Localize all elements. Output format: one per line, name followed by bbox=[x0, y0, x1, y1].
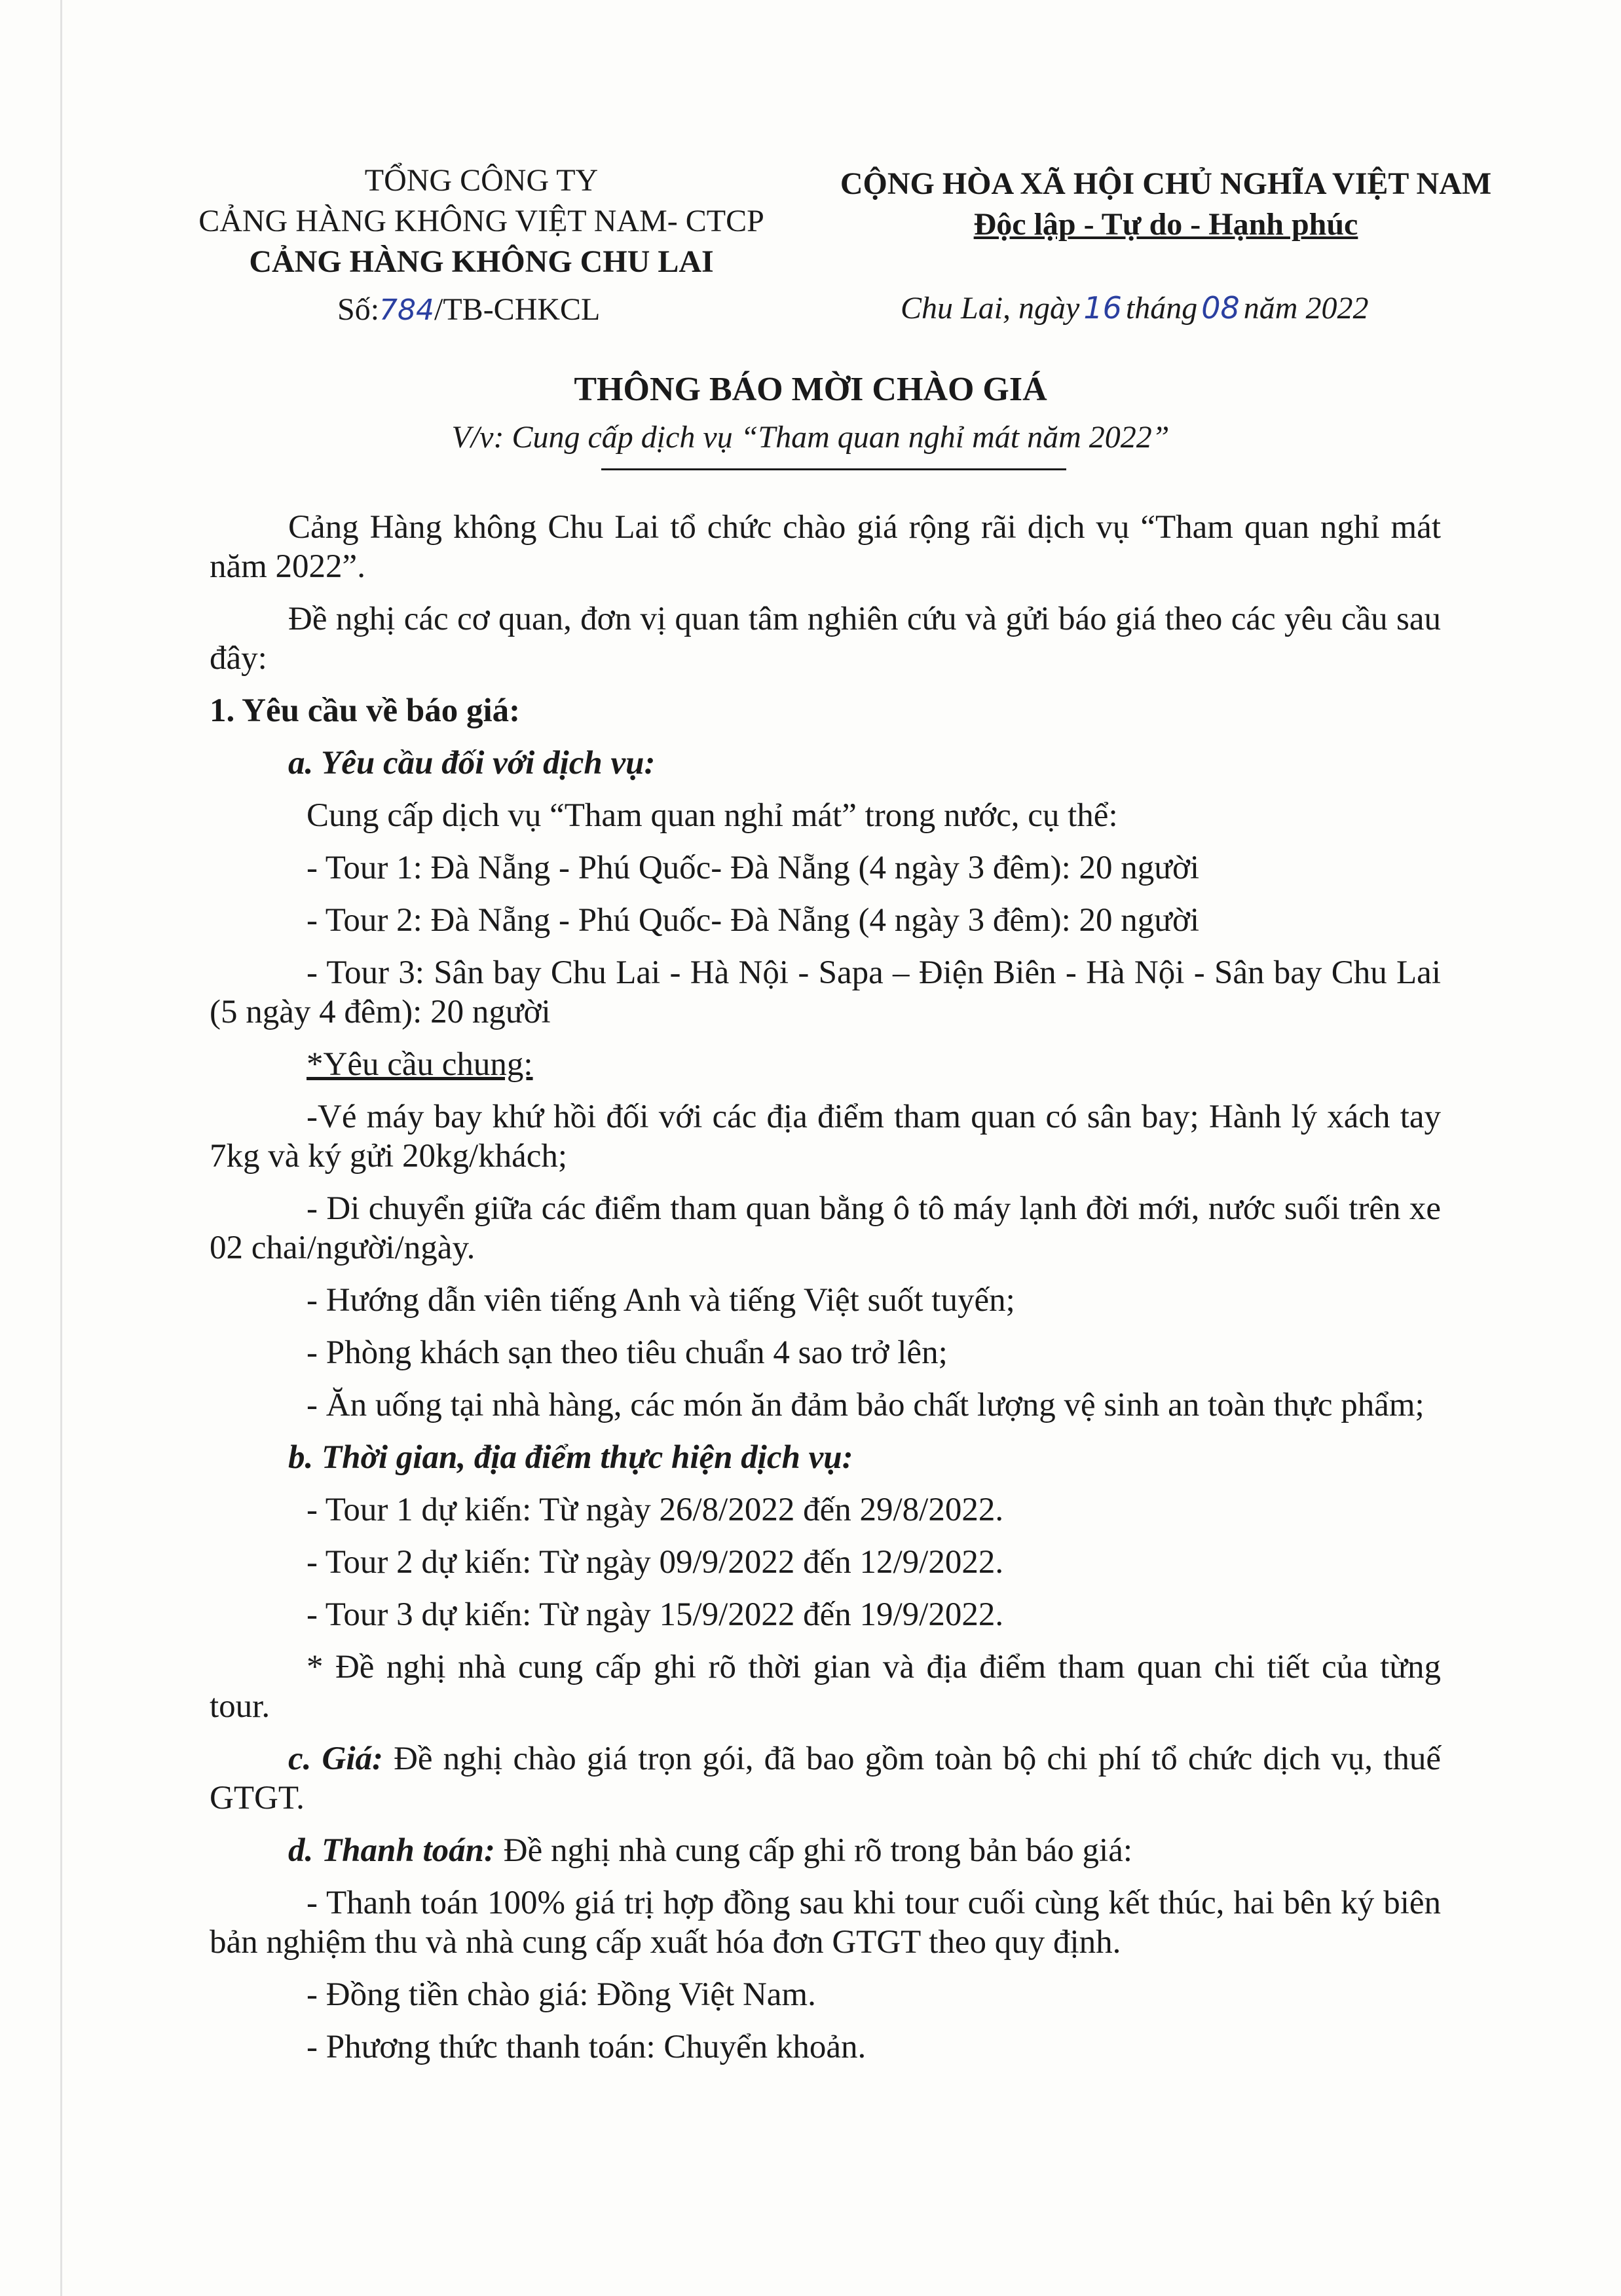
payment-terms-2: - Đồng tiền chào giá: Đồng Việt Nam. bbox=[307, 1976, 816, 2013]
requirement-4: - Phòng khách sạn theo tiêu chuẩn 4 sao trở lên; bbox=[307, 1334, 948, 1371]
document-subtitle: V/v: Cung cấp dịch vụ “Tham quan nghỉ mát năm 2022” bbox=[451, 420, 1170, 455]
price-label: c. Giá: bbox=[288, 1741, 383, 1777]
place-and-date bbox=[901, 290, 1368, 326]
document-title: THÔNG BÁO MỜI CHÀO GIÁ bbox=[574, 371, 1047, 408]
tour-1: - Tour 1: Đà Nẵng - Phú Quốc- Đà Nẵng (4 ngày 3 đêm): 20 người bbox=[307, 850, 1200, 886]
schedule-note: * Đề nghị nhà cung cấp ghi rõ thời gian và địa điểm tham quan chi tiết của từng tour. bbox=[210, 1649, 1441, 1725]
org-line-2: CẢNG HÀNG KHÔNG VIỆT NAM- CTCP bbox=[198, 204, 764, 238]
document-body bbox=[210, 508, 1441, 2080]
country-name: CỘNG HÒA XÃ HỘI CHỦ NGHĨA VIỆT NAM bbox=[840, 166, 1492, 201]
scan-edge bbox=[60, 0, 62, 2296]
document-number bbox=[337, 292, 600, 328]
general-requirements-heading: *Yêu cầu chung: bbox=[307, 1046, 533, 1083]
section-1-heading: 1. Yêu cầu về báo giá: bbox=[210, 692, 521, 729]
subsection-a-heading: a. Yêu cầu đối với dịch vụ: bbox=[288, 745, 656, 781]
intro-paragraph-2: Đề nghị các cơ quan, đơn vị quan tâm nghiên cứu và gửi báo giá theo các yêu cầu sau đây: bbox=[210, 601, 1441, 677]
requirement-5: - Ăn uống tại nhà hàng, các món ăn đảm bảo chất lượng vệ sinh an toàn thực phẩm; bbox=[307, 1387, 1425, 1423]
requirement-2: - Di chuyển giữa các điểm tham quan bằng ô tô máy lạnh đời mới, nước suối trên xe 02 chai/người/ngày. bbox=[210, 1190, 1441, 1266]
subsection-b-heading: b. Thời gian, địa điểm thực hiện dịch vụ: bbox=[288, 1439, 853, 1476]
org-line-3: CẢNG HÀNG KHÔNG CHU LAI bbox=[249, 244, 714, 279]
intro-paragraph-1: Cảng Hàng không Chu Lai tổ chức chào giá rộng rãi dịch vụ “Tham quan nghỉ mát năm 2022”. bbox=[210, 509, 1441, 585]
subtitle-rule bbox=[601, 468, 1066, 470]
schedule-tour-2: - Tour 2 dự kiến: Từ ngày 09/9/2022 đến 12/9/2022. bbox=[307, 1544, 1004, 1581]
organization-block bbox=[177, 160, 786, 282]
payment-terms-3: - Phương thức thanh toán: Chuyển khoản. bbox=[307, 2029, 866, 2065]
doc-no-handwritten: 784 bbox=[379, 293, 435, 327]
date-year: năm 2022 bbox=[1243, 291, 1369, 326]
national-motto: Độc lập - Tự do - Hạnh phúc bbox=[973, 207, 1358, 242]
date-day: 16 bbox=[1083, 290, 1122, 326]
service-intro: Cung cấp dịch vụ “Tham quan nghỉ mát” trong nước, cụ thể: bbox=[307, 797, 1118, 834]
doc-no-prefix: Số: bbox=[337, 292, 380, 327]
payment-terms-1: - Thanh toán 100% giá trị hợp đồng sau khi tour cuối cùng kết thúc, hai bên ký biên bản nghiệm thu và nhà cung cấp xuất hóa đơn GTGT theo quy định. bbox=[210, 1885, 1441, 1961]
org-line-1: TỔNG CÔNG TY bbox=[364, 163, 599, 198]
national-header bbox=[799, 164, 1533, 245]
doc-no-suffix: /TB-CHKCL bbox=[434, 292, 601, 327]
requirement-1: -Vé máy bay khứ hồi đối với các địa điểm tham quan có sân bay; Hành lý xách tay 7kg và ký gửi 20kg/khách; bbox=[210, 1099, 1441, 1175]
price-paragraph bbox=[210, 1739, 1441, 1818]
payment-label: d. Thanh toán: bbox=[288, 1832, 496, 1869]
requirement-3: - Hướng dẫn viên tiếng Anh và tiếng Việt suốt tuyến; bbox=[307, 1282, 1015, 1319]
payment-paragraph bbox=[210, 1831, 1441, 1870]
date-month: 08 bbox=[1201, 290, 1240, 326]
payment-text: Đề nghị nhà cung cấp ghi rõ trong bản báo giá: bbox=[495, 1832, 1132, 1869]
tour-2: - Tour 2: Đà Nẵng - Phú Quốc- Đà Nẵng (4 ngày 3 đêm): 20 người bbox=[307, 902, 1200, 939]
schedule-tour-3: - Tour 3 dự kiến: Từ ngày 15/9/2022 đến 19/9/2022. bbox=[307, 1596, 1004, 1633]
schedule-tour-1: - Tour 1 dự kiến: Từ ngày 26/8/2022 đến 29/8/2022. bbox=[307, 1492, 1004, 1528]
tour-3: - Tour 3: Sân bay Chu Lai - Hà Nội - Sapa – Điện Biên - Hà Nội - Sân bay Chu Lai (5 ngày 4 đêm): 20 người bbox=[210, 954, 1441, 1030]
date-prefix: Chu Lai, ngày bbox=[901, 291, 1080, 326]
date-month-label: tháng bbox=[1125, 291, 1198, 326]
price-text: Đề nghị chào giá trọn gói, đã bao gồm toàn bộ chi phí tổ chức dịch vụ, thuế GTGT. bbox=[210, 1741, 1441, 1816]
